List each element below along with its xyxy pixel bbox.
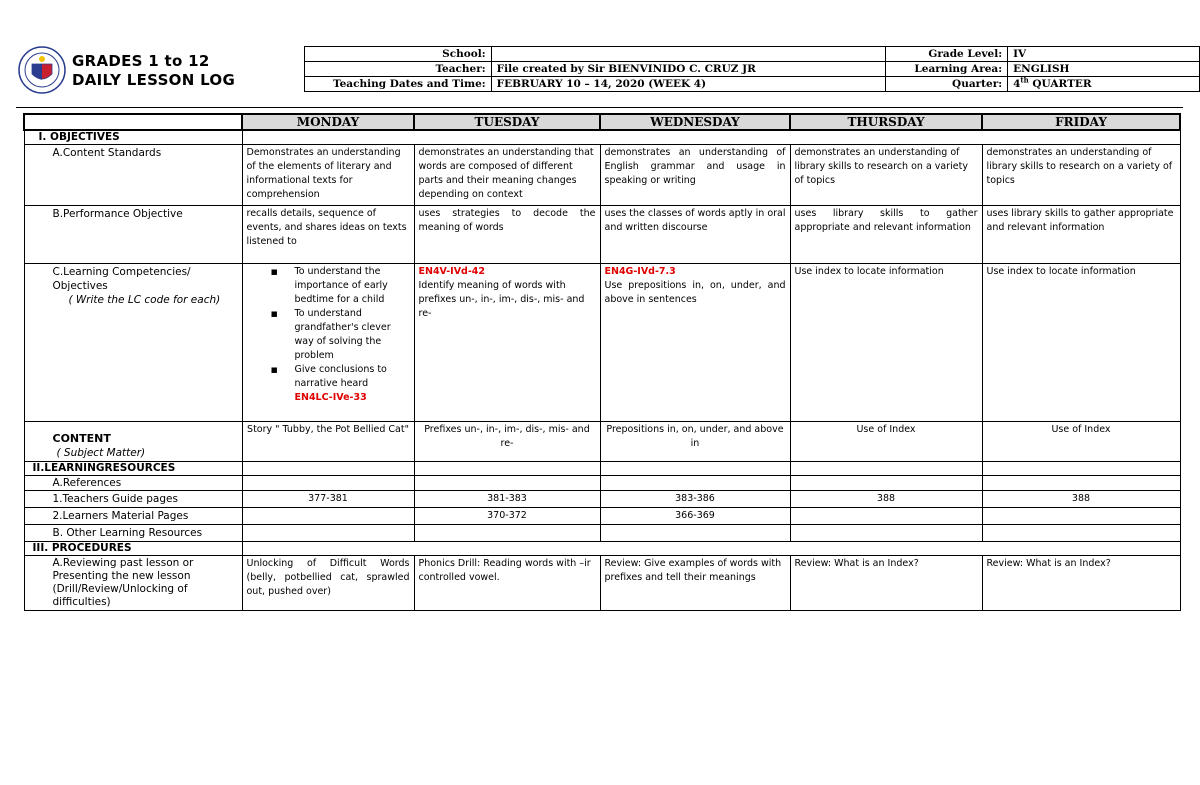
title-grades: GRADES 1 to 12: [72, 52, 210, 70]
row-label-teachers-guide: 1.Teachers Guide pages: [24, 491, 242, 508]
cell-lm-thu: [790, 508, 982, 525]
row-label-reviewing: [24, 556, 242, 611]
reviewing-label-4: difficulties): [52, 596, 111, 608]
lc-code-wed: EN4G-IVd-7.3: [604, 266, 676, 277]
cell-content-mon: Story " Tubby, the Pot Bellied Cat": [242, 422, 414, 462]
competencies-label-1: C.Learning Competencies/: [52, 266, 191, 278]
row-label-content-standards: A.Content Standards: [24, 145, 242, 206]
reviewing-row: [24, 556, 1180, 611]
teaching-dates-label: Teaching Dates and Time:: [305, 77, 492, 92]
reviewing-label-1: A.Reviewing past lesson or: [52, 557, 194, 569]
cell-performance-mon: recalls details, sequence of events, and shares ideas on texts listened to: [242, 206, 414, 264]
day-tuesday: TUESDAY: [414, 114, 600, 130]
day-monday: MONDAY: [242, 114, 414, 130]
cell-performance-tue: uses strategies to decode the meaning of words: [414, 206, 600, 264]
content-row: [24, 422, 1180, 462]
cell-content-tue: Prefixes un-, in-, im-, dis-, mis- and re-: [414, 422, 600, 462]
cell-reviewing-tue: Phonics Drill: Reading words with –ir controlled vowel.: [414, 556, 600, 611]
competencies-tue-text: Identify meaning of words with prefixes un-, in-, im-, dis-, mis- and re-: [418, 280, 585, 319]
procedures-section-row: [24, 542, 1180, 556]
cell-tg-mon: 377-381: [242, 491, 414, 508]
school-label: School:: [305, 47, 492, 62]
reviewing-label-2: Presenting the new lesson: [52, 570, 191, 582]
cell-content-standards-wed: demonstrates an understanding of English grammar and usage in speaking or writing: [600, 145, 790, 206]
list-item: ▪ To understand grandfather's clever way of solving the problem: [295, 307, 410, 363]
cell-lm-tue: 370-372: [414, 508, 600, 525]
learners-material-row: [24, 508, 1180, 525]
cell-content-fri: Use of Index: [982, 422, 1180, 462]
teacher-value: File created by Sir BIENVINIDO C. CRUZ JR: [491, 62, 886, 77]
lesson-log-table: [23, 113, 1181, 611]
competencies-wed-text: Use prepositions in, on, under, and above in sentences: [604, 280, 786, 305]
cell-tg-fri: 388: [982, 491, 1180, 508]
learning-area-label: Learning Area:: [886, 62, 1008, 77]
content-label: CONTENT: [52, 432, 111, 445]
cell-reviewing-fri: Review: What is an Index?: [982, 556, 1180, 611]
row-label-other-resources: B. Other Learning Resources: [24, 525, 242, 542]
day-wednesday: WEDNESDAY: [600, 114, 790, 130]
other-resources-row: [24, 525, 1180, 542]
objectives-section-row: [24, 130, 1180, 145]
lc-code-mon: EN4LC-IVe-33: [294, 392, 367, 403]
competencies-label-3: ( Write the LC code for each): [68, 294, 221, 306]
cell-content-standards-thu: demonstrates an understanding of library skills to research on a variety of topics: [790, 145, 982, 206]
cell-tg-tue: 381-383: [414, 491, 600, 508]
reviewing-label-3: (Drill/Review/Unlocking of: [52, 583, 188, 595]
quarter-value: 4th QUARTER: [1008, 77, 1200, 92]
cell-content-standards-fri: demonstrates an understanding of library skills to research on a variety of topics: [982, 145, 1180, 206]
cell-content-thu: Use of Index: [790, 422, 982, 462]
content-sublabel: ( Subject Matter): [56, 447, 146, 459]
grade-level-label: Grade Level:: [886, 47, 1008, 62]
teacher-label: Teacher:: [305, 62, 492, 77]
list-item: ▪ Give conclusions to narrative heard: [295, 363, 410, 391]
cell-competencies-tue: [414, 264, 600, 422]
cell-competencies-wed: [600, 264, 790, 422]
cell-tg-wed: 383-386: [600, 491, 790, 508]
lc-code-tue: EN4V-IVd-42: [418, 266, 486, 277]
teaching-dates-value: FEBRUARY 10 – 14, 2020 (WEEK 4): [491, 77, 886, 92]
day-thursday: THURSDAY: [790, 114, 982, 130]
day-header-row: [24, 114, 1180, 130]
cell-performance-fri: uses library skills to gather appropriate and relevant information: [982, 206, 1180, 264]
grade-level-value: IV: [1008, 47, 1200, 62]
row-label-competencies: [24, 264, 242, 422]
title-daily-lesson-log: DAILY LESSON LOG: [72, 71, 236, 89]
row-label-content: [24, 422, 242, 462]
row-label-references: A.References: [24, 476, 242, 491]
cell-lm-mon: [242, 508, 414, 525]
cell-lm-wed: 366-369: [600, 508, 790, 525]
competencies-label-2: Objectives: [52, 280, 108, 292]
cell-performance-thu: uses library skills to gather appropriate and relevant information: [790, 206, 982, 264]
performance-row: [24, 206, 1180, 264]
section-resources: II.LEARNINGRESOURCES: [24, 462, 242, 476]
cell-content-standards-tue: demonstrates an understanding that words are composed of different parts and their meaning changes depending on context: [414, 145, 600, 206]
header-divider: [16, 107, 1183, 108]
content-standards-row: [24, 145, 1180, 206]
competencies-mon-list: [247, 265, 410, 391]
cell-performance-wed: uses the classes of words aptly in oral and written discourse: [600, 206, 790, 264]
school-value: [491, 47, 886, 62]
cell-lm-fri: [982, 508, 1180, 525]
cell-content-wed: Prepositions in, on, under, and above in: [600, 422, 790, 462]
list-item: ▪ To understand the importance of early bedtime for a child: [295, 265, 410, 307]
competencies-row: [24, 264, 1180, 422]
resources-section-row: [24, 462, 1180, 476]
learning-area-value: ENGLISH: [1008, 62, 1200, 77]
cell-content-standards-mon: Demonstrates an understanding of the elements of literary and informational texts for comprehension: [242, 145, 414, 206]
quarter-label: Quarter:: [886, 77, 1008, 92]
teachers-guide-row: [24, 491, 1180, 508]
day-friday: FRIDAY: [982, 114, 1180, 130]
section-objectives: I. OBJECTIVES: [24, 130, 242, 145]
cell-tg-thu: 388: [790, 491, 982, 508]
cell-competencies-fri: Use index to locate information: [982, 264, 1180, 422]
cell-reviewing-wed: Review: Give examples of words with prefixes and tell their meanings: [600, 556, 790, 611]
row-label-learners-material: 2.Learners Material Pages: [24, 508, 242, 525]
row-label-performance: B.Performance Objective: [24, 206, 242, 264]
cell-reviewing-thu: Review: What is an Index?: [790, 556, 982, 611]
cell-competencies-thu: Use index to locate information: [790, 264, 982, 422]
references-row: [24, 476, 1180, 491]
deped-seal-icon: [18, 46, 66, 94]
corner-cell: [24, 114, 242, 130]
cell-reviewing-mon: Unlocking of Difficult Words (belly, potbellied cat, sprawled out, pushed over): [242, 556, 414, 611]
cell-competencies-mon: [242, 264, 414, 422]
section-procedures: III. PROCEDURES: [24, 542, 242, 556]
header-info-table: [304, 46, 1200, 92]
